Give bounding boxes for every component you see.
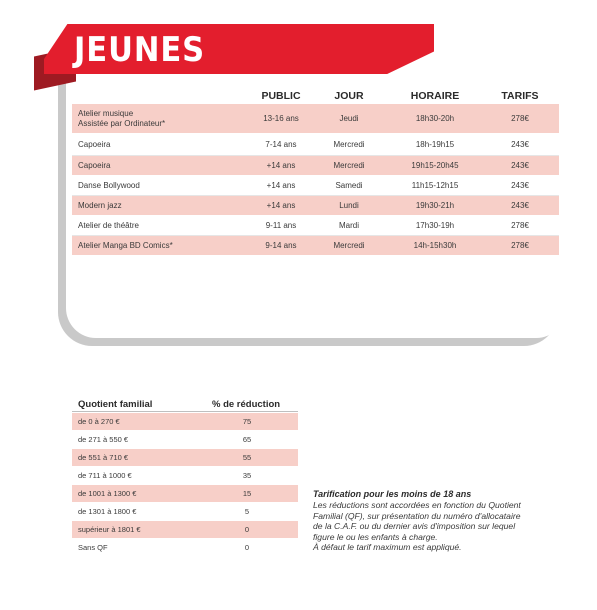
activity-public: +14 ans	[266, 161, 296, 170]
table-row	[72, 449, 298, 467]
table-row	[72, 196, 559, 216]
quotient-reduction: 15	[242, 489, 252, 498]
activity-horaire: 19h15-20h45	[411, 161, 459, 170]
activity-public: +14 ans	[266, 201, 296, 210]
table-row	[72, 539, 298, 557]
quotient-range: de 1301 à 1800 €	[78, 507, 137, 516]
quotient-reduction: 75	[242, 417, 252, 426]
table-row	[72, 156, 559, 176]
column-header-tarifs: TARIFS	[501, 90, 539, 102]
activity-horaire: 14h-15h30h	[413, 241, 457, 250]
quotient-range: de 271 à 550 €	[78, 435, 129, 444]
quotient-table-header	[72, 398, 298, 412]
table-row	[72, 485, 298, 503]
table-row	[72, 236, 559, 256]
activity-name: Capoeira	[78, 139, 111, 149]
activity-public: +14 ans	[266, 181, 296, 190]
activity-jour: Mercredi	[333, 140, 365, 149]
column-header-public: PUBLIC	[261, 90, 301, 102]
pricing-note-line: figure le ou les enfants à charge.	[313, 531, 438, 542]
activity-horaire: 17h30-19h	[415, 221, 455, 230]
quotient-reduction: 65	[242, 435, 252, 444]
table-row	[72, 503, 298, 521]
quotient-range: de 1001 à 1300 €	[78, 489, 137, 498]
pricing-note	[313, 489, 583, 553]
activity-jour: Lundi	[339, 201, 359, 210]
activities-table	[72, 104, 559, 256]
activity-tarif: 243€	[511, 161, 529, 170]
activity-public: 13-16 ans	[263, 114, 299, 123]
activity-horaire: 18h30-20h	[415, 114, 455, 123]
pricing-note-line: À défaut le tarif maximum est appliqué.	[313, 542, 462, 553]
quotient-table	[72, 413, 298, 557]
column-header-jour: JOUR	[334, 90, 364, 102]
activity-jour: Jeudi	[339, 114, 359, 123]
quotient-reduction: 0	[244, 525, 250, 534]
quotient-range: de 711 à 1000 €	[78, 471, 132, 480]
activity-name: Atelier Manga BD Comics*	[78, 240, 173, 250]
activity-name: Atelier musique Assistée par Ordinateur*	[78, 108, 166, 128]
activity-name: Capoeira	[78, 160, 111, 170]
quotient-header-left: Quotient familial	[78, 399, 153, 410]
quotient-range: supérieur à 1801 €	[78, 525, 141, 534]
column-header-horaire: HORAIRE	[410, 90, 460, 102]
activity-name: Modern jazz	[78, 200, 122, 210]
activity-public: 7-14 ans	[265, 140, 297, 149]
table-row	[72, 521, 298, 539]
activity-jour: Mercredi	[333, 241, 365, 250]
activity-jour: Mardi	[338, 221, 359, 230]
activity-tarif: 278€	[511, 114, 529, 123]
activity-horaire: 19h30-21h	[415, 201, 455, 210]
activity-horaire: 18h-19h15	[415, 140, 455, 149]
table-row	[72, 413, 298, 431]
quotient-reduction: 35	[242, 471, 252, 480]
pricing-note-line: de la C.A.F. ou du dernier avis d'imposition sur lequel	[313, 521, 516, 532]
activity-name: Danse Bollywood	[78, 180, 140, 190]
pricing-note-title: Tarification pour les moins de 18 ans	[313, 489, 472, 499]
table-row	[72, 176, 559, 196]
activity-tarif: 243€	[511, 140, 529, 149]
activity-tarif: 243€	[511, 201, 529, 210]
page-title: JEUNES	[74, 30, 206, 70]
quotient-header-right: % de réduction	[212, 399, 281, 410]
table-row	[72, 134, 559, 156]
pricing-note-line: Les réductions sont accordées en fonction du Quotient	[313, 500, 521, 511]
table-row	[72, 104, 559, 134]
activity-tarif: 278€	[511, 221, 529, 230]
quotient-reduction: 5	[244, 507, 250, 516]
quotient-range: Sans QF	[78, 543, 108, 552]
table-row	[72, 467, 298, 485]
quotient-range: de 0 à 270 €	[78, 417, 120, 426]
activity-tarif: 243€	[511, 181, 529, 190]
quotient-reduction: 0	[244, 543, 250, 552]
pricing-note-line: Familial (QF), sur présentation du numéro d'allocataire	[313, 510, 521, 521]
activity-tarif: 278€	[511, 241, 529, 250]
activity-jour: Mercredi	[333, 161, 365, 170]
activity-jour: Samedi	[335, 181, 363, 190]
activity-public: 9-14 ans	[265, 241, 297, 250]
activities-table-header	[72, 90, 559, 104]
activity-name: Atelier de théâtre	[78, 220, 139, 230]
quotient-reduction: 55	[242, 453, 252, 462]
quotient-range: de 551 à 710 €	[78, 453, 129, 462]
activity-horaire: 11h15-12h15	[411, 181, 459, 190]
activity-public: 9-11 ans	[265, 221, 297, 230]
table-row	[72, 431, 298, 449]
table-row	[72, 216, 559, 236]
